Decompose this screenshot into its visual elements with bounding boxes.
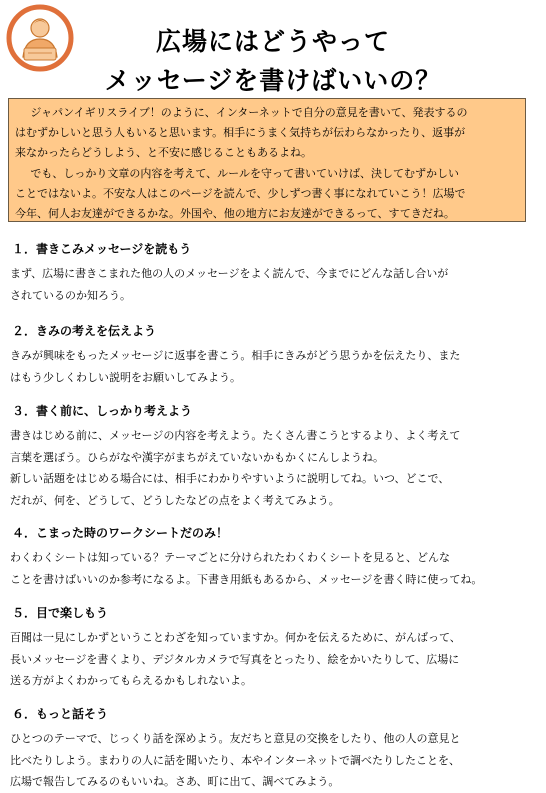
page-title-line-1: 広場にはどうやって <box>155 27 390 56</box>
intro-line: 来なかったらどうしよう、と不安に感じることもあるよね。 <box>15 146 312 160</box>
section-heading: ５．目で楽しもう <box>12 606 109 620</box>
intro-box <box>8 98 526 222</box>
section-line: きみが興味をもったメッセージに返事を書こう。相手にきみがどう思うかを伝えたり、また <box>10 349 461 362</box>
section-line: ひとつのテーマで、じっくり話を深めよう。友だちと意見の交換をしたり、他の人の意見と <box>10 732 461 745</box>
section-line: わくわくシートは知っている？テーマごとに分けられたわくわくシートを見ると、どんな <box>10 551 450 564</box>
section-line: まず、広場に書きこまれた他の人のメッセージをよく読んで、今までにどんな話し合いが <box>10 267 449 280</box>
section-talk-more <box>10 706 540 793</box>
section-enjoy-with-eyes <box>10 605 540 692</box>
intro-line: でも、しっかり文章の内容を考えて、ルールを守って書いていけば、決してむずかしい <box>30 166 459 180</box>
page-title-line-2: メッセージを書けばいいの？ <box>104 66 442 95</box>
section-line: 百聞は一見にしかずということわざを知っていますか。何かを伝えるために、がんばって、 <box>10 631 461 644</box>
intro-line: ジャパンイギリスライブ！のように、インターネットで自分の意見を書いて、発表するの <box>30 106 468 119</box>
section-line: 新しい話題をはじめる場合には、相手にわかりやすいように説明してね。いつ、どこで、 <box>10 472 450 485</box>
section-line: 広場で報告してみるのもいいね。さあ、町に出て、調べてみよう。 <box>10 775 340 788</box>
section-line: だれが、何を、どうして、どうしたなどの点をよく考えてみよう。 <box>10 493 340 507</box>
section-heading: ３．書く前に、しっかり考えよう <box>12 404 193 418</box>
section-line: されているのか知ろう。 <box>10 288 131 302</box>
section-line: 送る方がよくわかってもらえるかもしれないよ。 <box>10 674 252 687</box>
section-line: 書きはじめる前に、メッセージの内容を考えよう。たくさん書こうとするより、よく考えて <box>10 429 461 442</box>
section-worksheet <box>10 525 540 590</box>
section-heading: １．書きこみメッセージを読もう <box>12 242 192 256</box>
intro-line: はむずかしいと思う人もいると思います。相手にうまく気持ちが伝わらなかったり、返事が <box>15 126 466 140</box>
section-heading: ２．きみの考えを伝えよう <box>12 324 157 338</box>
section-heading: ６．もっと話そう <box>12 707 109 721</box>
section-read-messages <box>10 241 540 306</box>
section-heading: ４．こまった時のワークシートだのみ！ <box>12 526 229 540</box>
intro-line: ことではないよ。不安な人はこのページを読んで、少しずつ書く事になれていこう！広場で <box>15 186 466 200</box>
intro-line: 今年、何人お友達ができるかな。外国や、他の地方にお友達ができるって、すてきだね。 <box>15 207 455 221</box>
section-line: 言葉を選ぼう。ひらがなや漢字がまちがえていないかもかくにんしようね。 <box>10 450 384 464</box>
section-line: 長いメッセージを書くより、デジタルカメラで写真をとったり、絵をかいたりして、広場に <box>10 652 460 666</box>
section-share-thoughts <box>10 323 540 388</box>
section-line: ことを書けばいいのか参考になるよ。下書き用紙もあるから、メッセージを書く時に使ってね。 <box>10 572 483 586</box>
section-think-before-writing <box>10 403 540 511</box>
section-line: 比べたりしよう。まわりの人に話を聞いたり、本やインターネットで調べたりしたことを、 <box>10 753 461 767</box>
section-line: はもう少しくわしい説明をお願いしてみよう。 <box>10 370 241 384</box>
